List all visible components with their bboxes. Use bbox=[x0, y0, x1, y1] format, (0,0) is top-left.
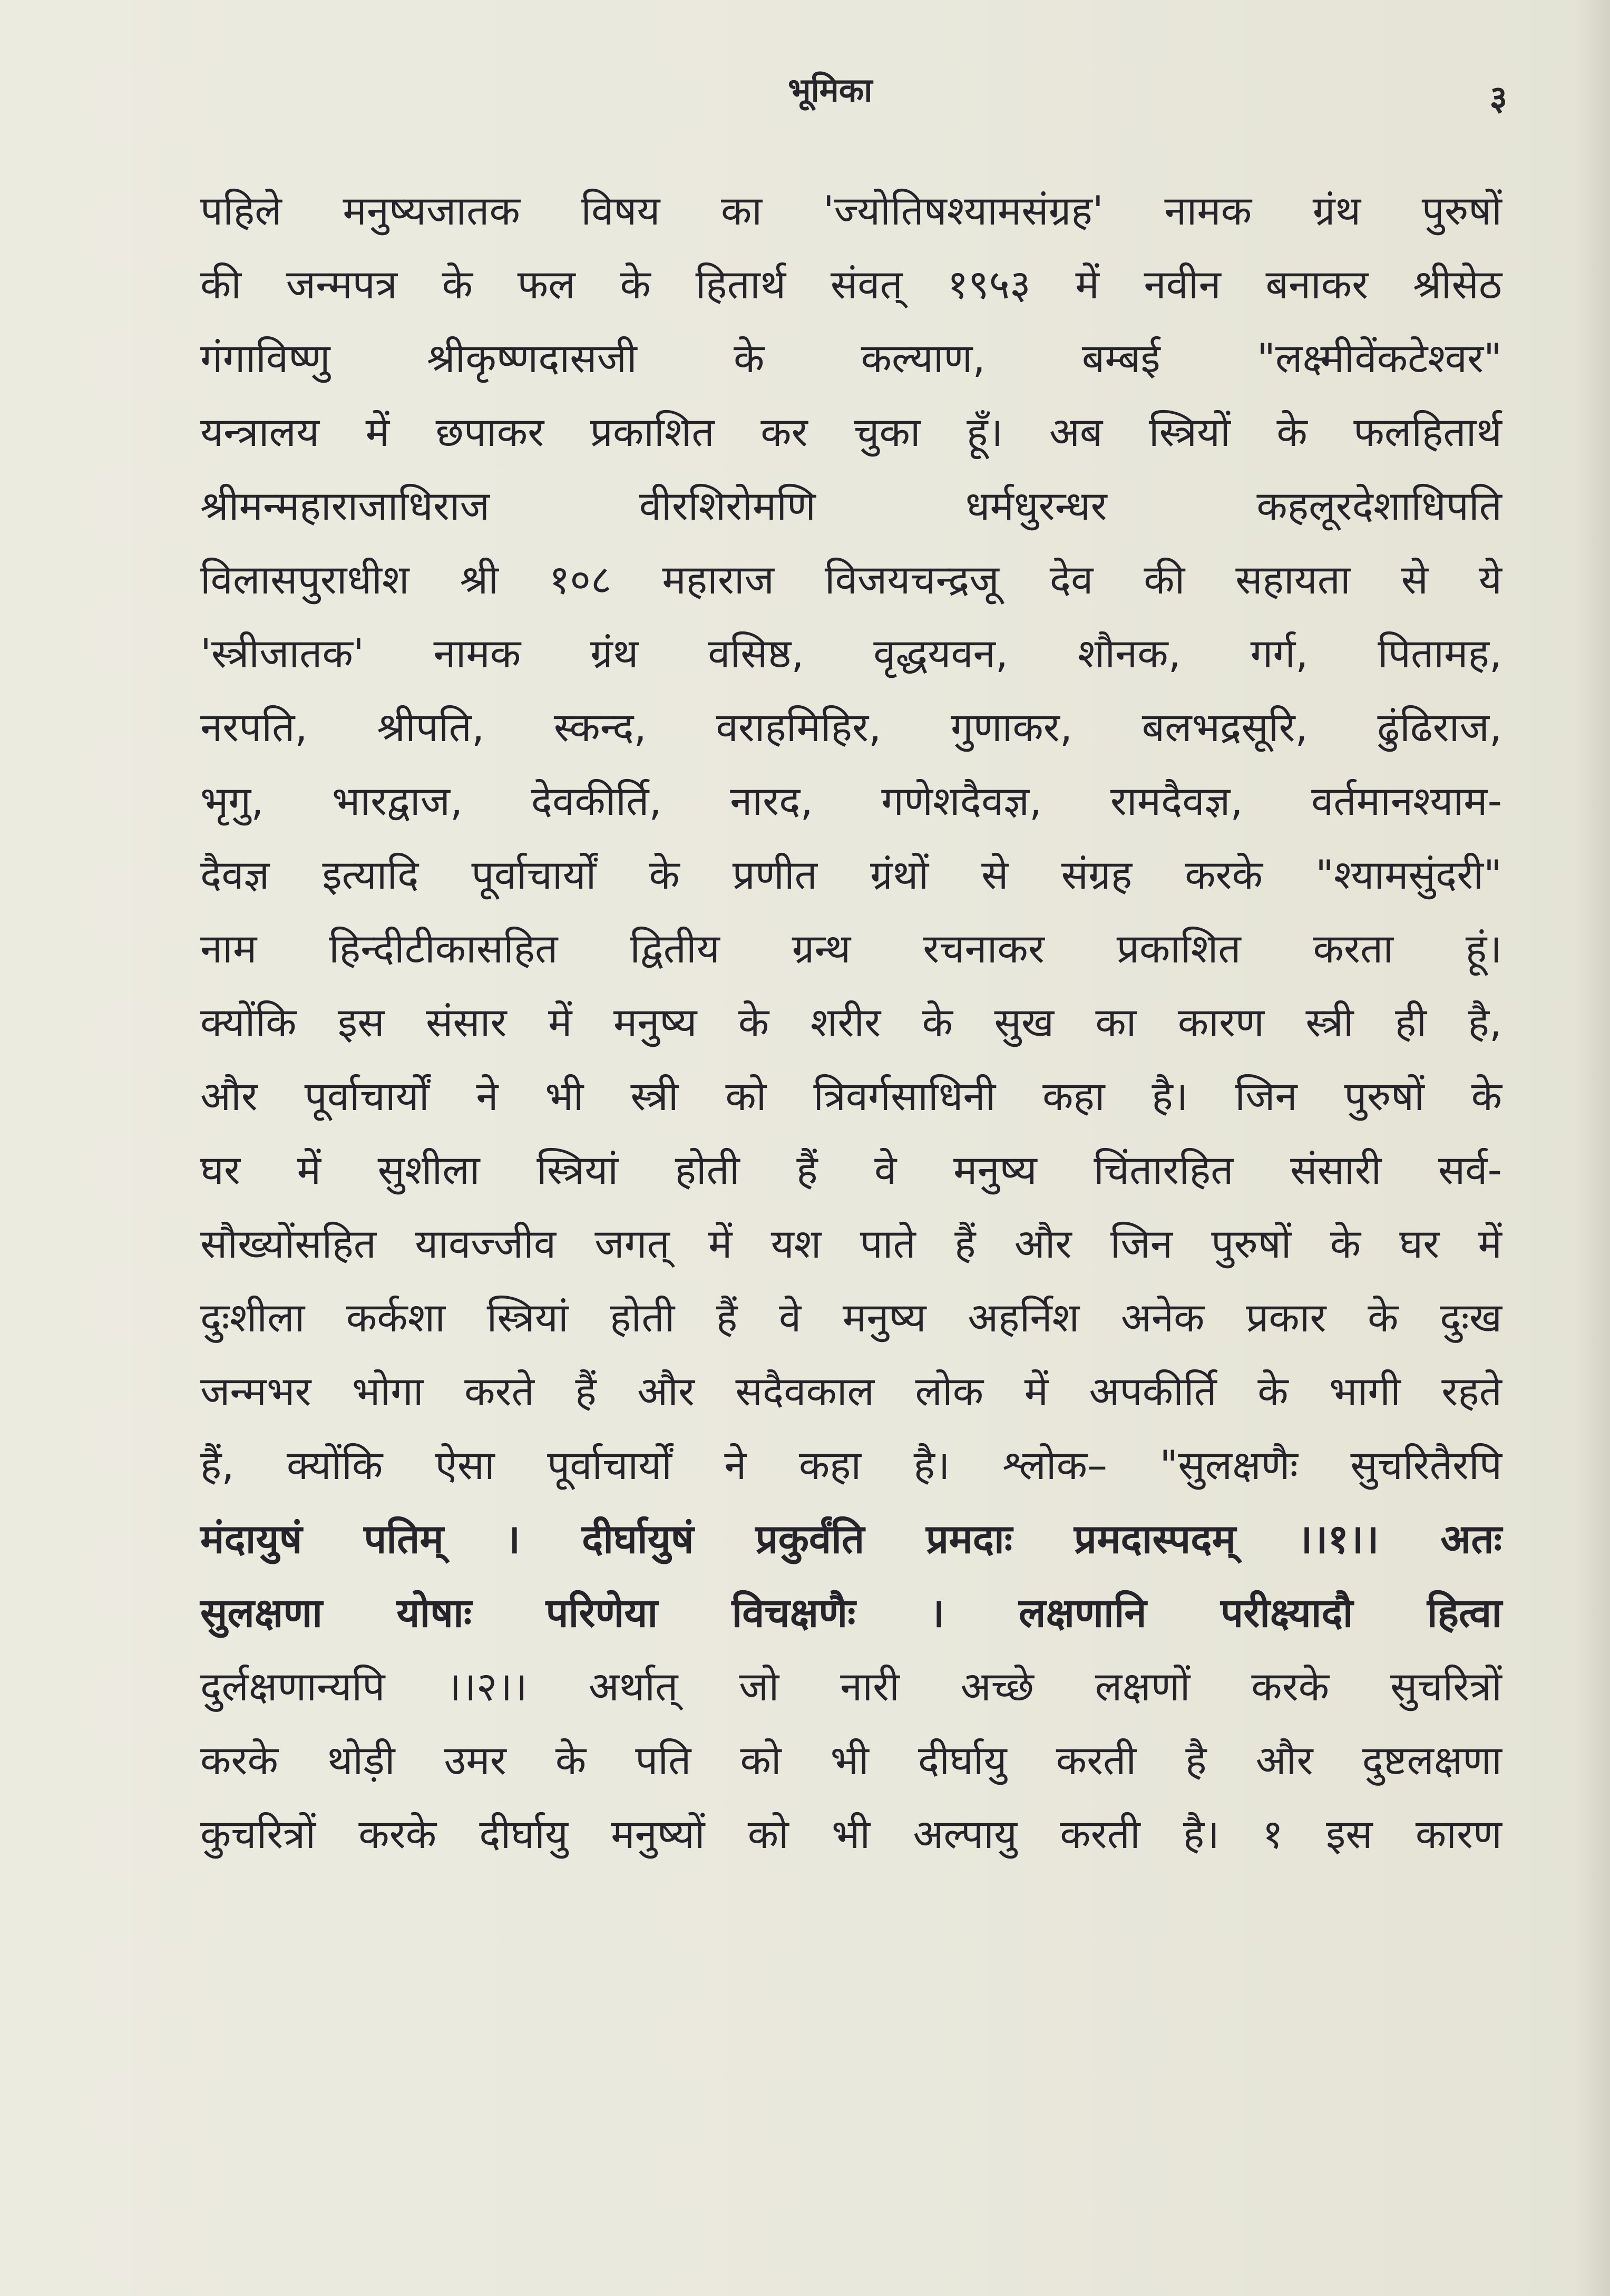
text-line: यन्त्रालय में छपाकर प्रकाशित कर चुका हूँ। अब स्त्रियों के फलहितार्थ bbox=[200, 408, 1502, 455]
text-line: घर में सुशीला स्त्रियां होती हैं वे मनुष्य चिंतारहित संसारी सर्व- bbox=[200, 1146, 1502, 1193]
text-line: और पूर्वाचार्यों ने भी स्त्री को त्रिवर्गसाधिनी कहा है। जिन पुरुषों के bbox=[200, 1073, 1502, 1120]
text-line: 'स्त्रीजातक' नामक ग्रंथ वसिष्ठ, वृद्धयवन, शौनक, गर्ग, पितामह, bbox=[200, 630, 1502, 677]
text-line: कुचरित्रों करके दीर्घायु मनुष्यों को भी अल्पायु करती है। १ इस कारण bbox=[200, 1811, 1502, 1857]
text-line: जन्मभर भोगा करते हैं और सदैवकाल लोक में अपकीर्ति के भागी रहते bbox=[200, 1368, 1502, 1415]
verse-line: सुलक्षणा योषाः परिणेया विचक्षणैः । लक्षणानि परीक्ष्यादौ हित्वा bbox=[200, 1589, 1502, 1636]
text-line: दैवज्ञ इत्यादि पूर्वाचार्यों के प्रणीत ग्रंथों से संग्रह करके "श्यामसुंदरी" bbox=[200, 851, 1502, 898]
text-line: श्रीमन्महाराजाधिराज वीरशिरोमणि धर्मधुरन्धर कहलूरदेशाधिपति bbox=[200, 482, 1502, 529]
body-text bbox=[200, 174, 1502, 1871]
text-line: दुर्लक्षणान्यपि ।।२।। अर्थात् जो नारी अच्छे लक्षणों करके सुचरित्रों bbox=[200, 1663, 1502, 1710]
text-line: की जन्मपत्र के फल के हितार्थ संवत् १९५३ में नवीन बनाकर श्रीसेठ bbox=[200, 261, 1502, 308]
verse-line: मंदायुषं पतिम् । दीर्घायुषं प्रकुर्वंति प्रमदाः प्रमदास्पदम् ।।१।। अतः bbox=[200, 1515, 1502, 1562]
text-line: नाम हिन्दीटीकासहित द्वितीय ग्रन्थ रचनाकर प्रकाशित करता हूं। bbox=[200, 925, 1502, 972]
text-line: दुःशीला कर्कशा स्त्रियां होती हैं वे मनुष्य अहर्निश अनेक प्रकार के दुःख bbox=[200, 1294, 1502, 1341]
page-gutter-shadow bbox=[1573, 0, 1610, 2296]
page-number: ३ bbox=[1489, 79, 1507, 118]
text-line: हैं, क्योंकि ऐसा पूर्वाचार्यों ने कहा है। श्लोक– "सुलक्षणैः सुचरितैरपि bbox=[200, 1442, 1502, 1488]
text-line: सौख्योंसहित यावज्जीव जगत् में यश पाते हैं और जिन पुरुषों के घर में bbox=[200, 1220, 1502, 1267]
text-line: नरपति, श्रीपति, स्कन्द, वराहमिहिर, गुणाकर, बलभद्रसूरि, ढुंढिराज, bbox=[200, 704, 1502, 751]
text-line: भृगु, भारद्वाज, देवकीर्ति, नारद, गणेशदैवज्ञ, रामदैवज्ञ, वर्तमानश्याम- bbox=[200, 777, 1502, 824]
text-line: विलासपुराधीश श्री १०८ महाराज विजयचन्द्रजू देव की सहायता से ये bbox=[200, 556, 1502, 603]
text-line: गंगाविष्णु श्रीकृष्णदासजी के कल्याण, बम्बई "लक्ष्मीवेंकटेश्वर" bbox=[200, 335, 1502, 382]
text-line: पहिले मनुष्यजातक विषय का 'ज्योतिषश्यामसंग्रह' नामक ग्रंथ पुरुषों bbox=[200, 187, 1502, 234]
text-line: क्योंकि इस संसार में मनुष्य के शरीर के सुख का कारण स्त्री ही है, bbox=[200, 999, 1502, 1046]
running-title: भूमिका bbox=[788, 71, 873, 109]
text-line: करके थोड़ी उमर के पति को भी दीर्घायु करती है और दुष्टलक्षणा bbox=[200, 1737, 1502, 1784]
